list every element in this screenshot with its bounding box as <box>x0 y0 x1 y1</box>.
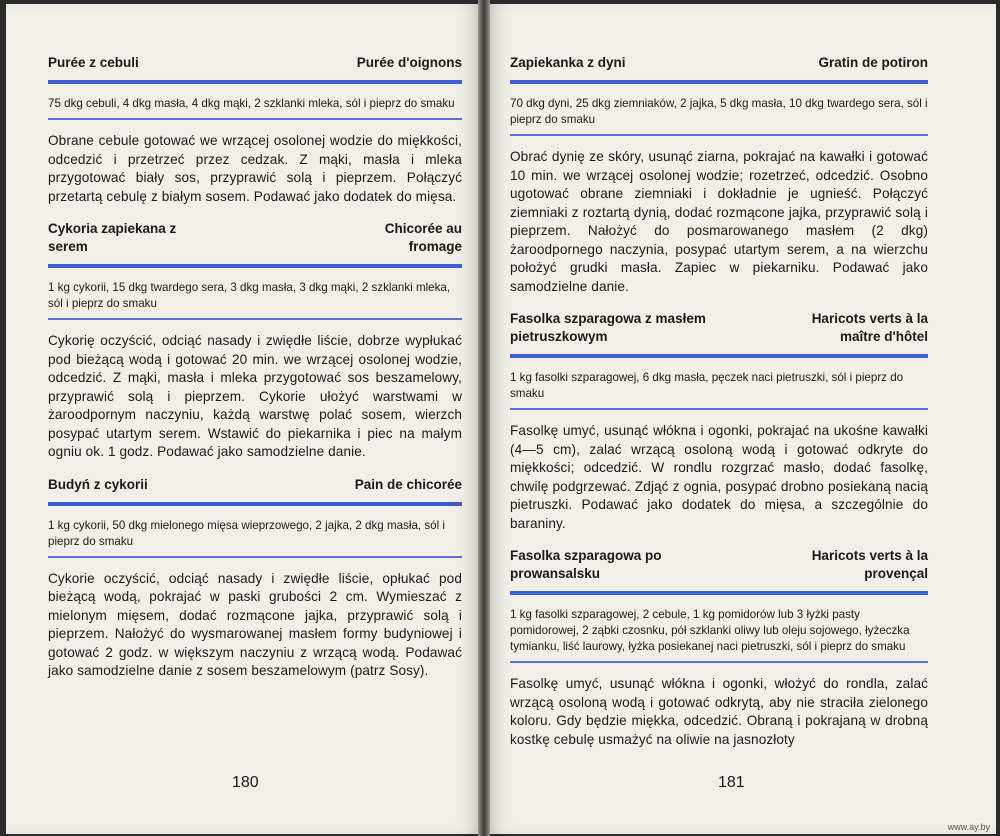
right-page-content <box>510 54 928 763</box>
divider-thin <box>48 118 462 120</box>
recipe-title-french: Haricots verts à la maître d'hôtel <box>811 311 928 344</box>
recipe-title-polish: Budyń z cykorii <box>48 476 148 492</box>
recipe-title-french: Purée d'oignons <box>356 55 462 70</box>
page-number: 180 <box>232 774 259 791</box>
divider-thin <box>510 408 928 410</box>
recipe-method: Cykorie oczyścić, odciąć nasady i zwiędłe liście, opłukać pod bieżącą wodą, pokrajać w paski grubości 2 cm. Wymieszać z mielonym mięsem, dodać rozmącone jajka, przyprawić solą i pieprzem. Nałożyć do wysmarowanej masłem formy budyniowej i gotować 2 godz. w większym naczyniu z wrzącą wodą. Podawać jako samodzielne danie z sosem beszamelowym (patrz Sosy). <box>48 570 462 678</box>
recipe-ingredients: 70 dkg dyni, 25 dkg ziemniaków, 2 jajka, 5 dkg masła, 10 dkg twardego sera, sól i pieprz do smaku <box>510 97 928 126</box>
recipe-title-row <box>48 220 462 256</box>
divider-thin <box>48 318 462 320</box>
recipe-title-polish: Fasolka szparagowa po prowansalsku <box>510 548 662 581</box>
left-page <box>6 4 484 834</box>
recipe-method: Fasolkę umyć, usunąć włókna i ogonki, włożyć do rondla, zalać wrzącą osoloną wodą i gotować odkrytą, aby nie straciła zielonego koloru. Gdy będzie miękka, odcedzić. Obraną i pokrajaną w drobną kostkę cebulę usmażyć na oliwie na jasnozłoty <box>510 676 928 747</box>
watermark: www.ay.by <box>947 822 990 832</box>
divider-thick <box>510 591 928 595</box>
recipe-ingredients: 1 kg cykorii, 50 dkg mielonego mięsa wieprzowego, 2 jajka, 2 dkg masła, sól i pieprz do smaku <box>48 518 445 548</box>
recipe-title-row <box>48 476 462 494</box>
divider-thin <box>48 556 462 558</box>
recipe-title-french: Gratin de potiron <box>818 55 928 70</box>
recipe-method: Cykorię oczyścić, odciąć nasady i zwiędłe liście, dobrze wypłukać pod bieżącą wodą i gotować 20 min. we wrzącej osolonej wodzie, odcedzić. Z mąki, masła i mleka przygotować sos beszamelowy, przyprawić solą i pieprzem. Cykorie ułożyć warstwami w żaroodpornym naczyniu, każdą warstwę polać sosem, wierzch posypać utartym serem. Wstawić do piekarnika i piec na małym ogniu ok. 1 godz. Podawać jako samodzielne danie. <box>48 333 462 459</box>
divider-thick <box>48 80 462 84</box>
divider-thin <box>510 134 928 136</box>
recipe-ingredients: 1 kg fasolki szparagowej, 6 dkg masła, pęczek naci pietruszki, sól i pieprz do smaku <box>510 371 904 400</box>
recipe-ingredients: 1 kg cykorii, 15 dkg twardego sera, 3 dkg masła, 3 dkg mąki, 2 szklanki mleka, sól i pieprz do smaku <box>48 281 451 310</box>
recipe-ingredients: 75 dkg cebuli, 4 dkg masła, 4 dkg mąki, 2 szklanki mleka, sól i pieprz do smaku <box>48 97 455 110</box>
recipe-title-row <box>510 547 928 583</box>
recipe-title-french: Haricots verts à la provençal <box>811 548 928 581</box>
book-gutter <box>478 0 490 836</box>
recipe-title-french: Pain de chicorée <box>354 476 462 492</box>
recipe-title-french: Chicorée au fromage <box>384 221 462 254</box>
recipe <box>510 310 928 533</box>
recipe-method: Obrane cebule gotować we wrzącej osolonej wodzie do miękkości, odcedzić i przetrzeć przez cedzak. Z mąki, masła i mleka przygotować biały sos, przyprawić solą i pieprzem. Połączyć przetartą cebulę z białym sosem. Podawać jako dodatek do mięsa. <box>48 133 462 204</box>
recipe-title-polish: Zapiekanka z dyni <box>510 55 626 70</box>
recipe <box>510 547 928 749</box>
recipe <box>48 54 462 206</box>
recipe-title-row <box>510 54 928 72</box>
recipe-title-row <box>48 54 462 72</box>
recipe <box>510 54 928 296</box>
page-number: 181 <box>718 774 745 791</box>
recipe-title-polish: Cykoria zapiekana z serem <box>48 221 177 254</box>
recipe-method: Obrać dynię ze skóry, usunąć ziarna, pokrajać na kawałki i gotować 10 min. we wrzącej osolonej wodzie; rozetrzeć, odcedzić. Osobno ugotować obrane ziemniaki i dokładnie je ugnieść. Połączyć ziemniaki z roztartą dynią, dodać rozmącone jajka, przyprawić solą i pieprzem. Nałożyć do posmarowanego masłem (2 dkg) żaroodpornego naczynia, posypać utartym serem, a na wierzchu położyć grudki masła. Zapiec w piekarniku. Podawać jako samodzielne danie. <box>510 149 928 294</box>
recipe <box>48 476 462 681</box>
recipe-ingredients: 1 kg fasolki szparagowej, 2 cebule, 1 kg pomidorów lub 3 łyżki pasty pomidorowej, 2 ząbki czosnku, pół szklanki oliwy lub oleju sojowego, łyżeczka tymianku, liść laurowy, łyżka posiekanej naci pietruszki, sól i pieprz do smaku <box>510 608 910 653</box>
divider-thick <box>510 354 928 358</box>
left-page-content <box>48 54 462 695</box>
divider-thick <box>510 80 928 84</box>
recipe-title-polish: Purée z cebuli <box>48 55 139 70</box>
recipe <box>48 220 462 462</box>
divider-thick <box>48 264 462 268</box>
recipe-title-row <box>510 310 928 346</box>
divider-thin <box>510 661 928 663</box>
divider-thick <box>48 502 462 506</box>
recipe-method: Fasolkę umyć, usunąć włókna i ogonki, pokrajać na ukośne kawałki (4—5 cm), zalać wrzącą osoloną wodą i gotować odkryte do miękkości; odcedzić. W rondlu rozgrzać masło, dodać fasolkę, chwilę podgrzewać. Zdjąć z ognia, posypać drobno posiekaną nacią pietruszki. Podawać jako dodatek do mięsa, a szczególnie do baraniny. <box>510 423 928 531</box>
right-page <box>484 4 996 834</box>
recipe-title-polish: Fasolka szparagowa z masłem pietruszkowym <box>510 311 706 344</box>
